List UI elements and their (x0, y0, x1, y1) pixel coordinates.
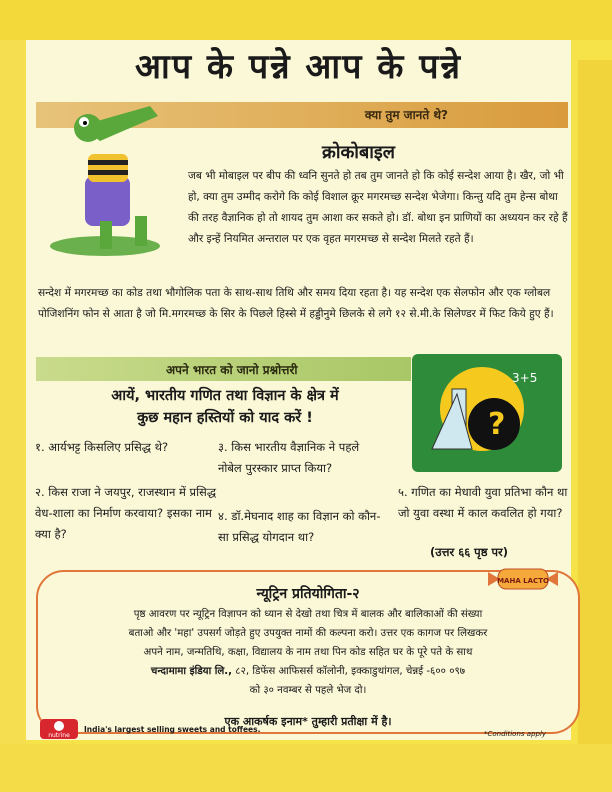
contest-line: को ३० नवम्बर से पहले भेज दो। (249, 685, 367, 696)
quiz-band-label: अपने भारत को जानो प्रश्नोत्तरी (166, 363, 298, 377)
contest-line: बताओ और 'महा' उपसर्ग जोड़ते हुए उपयुक्त नामों की कल्पना करो। उत्तर एक कागज पर लिखकर (128, 628, 488, 639)
article-title: क्रोकोबाइल (322, 142, 395, 163)
prize-text: एक आकर्षक इनाम* तुम्हारी प्रतीक्षा में है। (224, 715, 392, 728)
bg-stripe (0, 0, 612, 40)
contest-line: अपने नाम, जन्मतिथि, कक्षा, विद्यालय के नाम तथा पिन कोड सहित घर के पूरे पते के साथ (143, 647, 473, 658)
quiz-question: १. आर्यभट्ट किसलिए प्रसिद्ध थे? (35, 440, 169, 454)
quiz-question: ५. गणित का मेधावी युवा प्रतिभा कौन था जो युवा वस्था में काल कवलित हो गया? (398, 485, 568, 520)
bg-stripe (0, 40, 26, 744)
bg-stripe (578, 60, 612, 760)
nutrine-logo-icon (40, 719, 78, 739)
quiz-title-line: आयें, भारतीय गणित तथा विज्ञान के क्षेत्र में (111, 388, 339, 404)
footer-brand (40, 719, 260, 739)
page-title: आप के पन्ने आप के पन्ने (135, 47, 462, 87)
contest-line: पृष्ठ आवरण पर न्यूट्रिन विज्ञापन को ध्यान से देखो तथा चित्र में बालक और बालिकाओं की संख्या (133, 609, 483, 620)
article-paragraph: सन्देश में मगरमच्छ का कोड तथा भौगोलिक पता के साथ-साथ तिथि और समय दिया रहता है। यह सन्देश एक सेलफोन और एक ग्लोबल पोजिशनिंग फोन से आता है जो मि.मगरमच्छ के सिर के पिछले हिस्से में हड्डीनुमे छिलके से लगे १२ से.मी.के सिलेण्डर में फिट किये हुए हैं। (38, 287, 554, 320)
contest-title: न्यूट्रिन प्रतियोगिता-२ (256, 586, 360, 602)
did-you-know-label: क्या तुम जानते थे? (364, 108, 448, 122)
quiz-title-line: कुछ महान हस्तियों को याद करें ! (137, 410, 313, 426)
candy-label: MAHA LACTO (497, 577, 549, 585)
contest-address-rest: ८२, डिफेंस आफिसर्स कॉलोनी, इक्काडुथांगल, चेन्नई -६०० ०९७ (232, 666, 466, 677)
crocodile-illustration (40, 96, 170, 266)
bg-stripe (0, 744, 612, 792)
contest-box (36, 570, 580, 734)
svg-text:?: ? (488, 407, 506, 442)
science-illustration (412, 354, 562, 472)
quiz-band (36, 357, 411, 381)
quiz-question: ४. डॉ.मेघनाद शाह का विज्ञान को कौन-सा प्रसिद्ध योगदान था? (218, 509, 381, 544)
contest-address (50, 662, 566, 681)
quiz-title (40, 385, 410, 429)
contest-address-name: चन्दामामा इंडिया लि., (150, 666, 233, 677)
nutrine-logo-text: nutrine (48, 732, 70, 739)
contest-body (50, 605, 566, 700)
answer-note: (उत्तर ६६ पृष्ठ पर) (430, 545, 508, 559)
footer-tagline: India's largest selling sweets and toffees. (84, 724, 261, 734)
conditions-note: *Conditions apply (484, 730, 547, 738)
article-paragraph: जब भी मोबाइल पर बीप की ध्वनि सुनते हो तब तुम जानते हो कि कोई सन्देश आया है। खैर, जो भी हो, क्या तुम उम्मीद करोगे कि कोई विशाल क्रूर मगरमच्छ सन्देश भेजेगा। किन्तु यदि तुम हेन्स बोथा की तरह वैज्ञानिक हो तो शायद तुम आशा कर सकते हो। डॉ. बोथा इन प्राणियों का अध्ययन कर रहे हैं और इन्हें नियमित अन्तराल पर एक वृहत मगरमच्छ से सन्देश मिलते रहते हैं। (188, 170, 568, 245)
quiz-question: २. किस राजा ने जयपुर, राजस्थान में प्रसिद्ध वेध-शाला का निर्माण करवाया? इसका नाम क्या है? (35, 485, 217, 541)
quiz-question: ३. किस भारतीय वैज्ञानिक ने पहले नोबेल पुरस्कार प्राप्त किया? (218, 440, 360, 475)
svg-text:3+5: 3+5 (512, 371, 538, 385)
candy-icon (488, 566, 558, 592)
